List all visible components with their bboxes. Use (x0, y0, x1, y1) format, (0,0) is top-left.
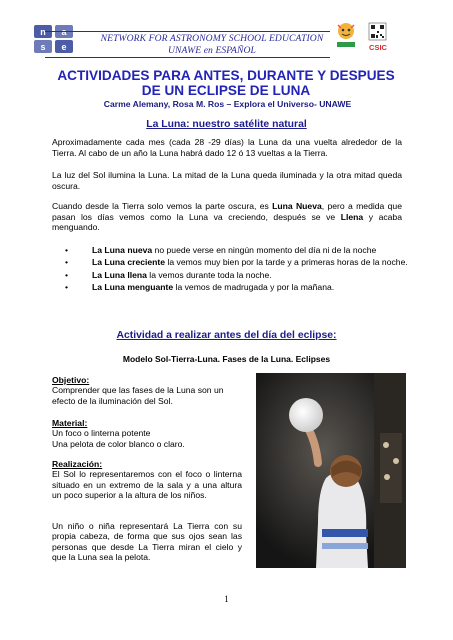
header-rule-bottom (45, 57, 330, 58)
nase-logo (33, 24, 77, 54)
unawe-logo (334, 21, 358, 48)
header-line-1: NETWORK FOR ASTRONOMY SCHOOL EDUCATION (100, 33, 324, 44)
section-heading-actividad: Actividad a realizar antes del día del eclipse: (116, 330, 337, 341)
realizacion-paragraph-2: Un niño o niña representará La Tierra con su propia cabeza, de forma que sus ojos sean las personas que desde La Tierra miran el cielo y que la Luna sea la pelota. (52, 521, 242, 563)
paragraph-luz: La luz del Sol ilumina la Luna. La mitad de la Luna queda iluminada y la otra mitad queda oscura. (52, 170, 402, 191)
paragraph-fases: Cuando desde la Tierra solo vemos la parte oscura, es Luna Nueva, pero a medida que pasan los días vemos como la Luna va creciendo, después se ve Llena y acaba menguando. (52, 201, 402, 233)
list-item: • La Luna menguante la vemos de madrugada y por la mañana. (65, 282, 335, 293)
header-rule-top (45, 31, 330, 32)
authors: Carme Alemany, Rosa M. Ros – Explora el Universo- UNAWE (103, 99, 352, 109)
activity-subheading: Modelo Sol-Tierra-Luna. Fases de la Luna. Eclipses (122, 354, 331, 364)
list-item: • La Luna creciente la vemos muy bien por la tarde y a primeras horas de la noche. (65, 257, 408, 268)
objetivo-label: Objetivo: (52, 375, 90, 385)
paragraph-vuelta: Aproximadamente cada mes (cada 28 -29 días) la Luna da una vuelta alrededor de la Tierra. Al cabo de un año la Luna habrá dado 12 ó 13 vueltas a la Tierra. (52, 137, 402, 158)
material-line: Un foco o linterna potente (52, 428, 151, 439)
list-item: • La Luna nueva no puede verse en ningún momento del día ni de la noche (65, 245, 377, 255)
material-line: Una pelota de color blanco o claro. (52, 438, 185, 449)
objetivo-text: Comprender que las fases de la Luna son un efecto de la iluminación del Sol. (52, 385, 224, 406)
realizacion-paragraph-1: El Sol lo representaremos con el foco o linterna situado en un extremo de la sala y a una altura un poco superior a la altura de los niños. (52, 469, 242, 501)
svg-text:a: a (61, 27, 67, 37)
phases-list (52, 245, 412, 295)
svg-text:e: e (61, 42, 67, 52)
title-line-2: DE UN ECLIPSE DE LUNA (141, 83, 311, 98)
page-number: 1 (224, 594, 229, 604)
material-label: Material: (52, 418, 88, 428)
child-holding-ball-photo (256, 373, 406, 568)
svg-text:s: s (40, 42, 46, 52)
realizacion-block (52, 459, 242, 501)
list-item: • La Luna llena la vemos durante toda la noche. (65, 269, 272, 280)
svg-text:n: n (40, 27, 46, 37)
title-line-1: ACTIVIDADES PARA ANTES, DURANTE Y DESPUES (57, 68, 395, 83)
material-block (52, 418, 242, 449)
header-line-2: UNAWE en ESPAÑOL (168, 45, 256, 56)
objetivo-block (52, 375, 242, 406)
section-heading-luna: La Luna: nuestro satélite natural (146, 119, 307, 130)
csic-logo (367, 22, 389, 54)
svg-text:CSIC: CSIC (369, 43, 387, 52)
realizacion-label: Realización: (52, 459, 103, 469)
